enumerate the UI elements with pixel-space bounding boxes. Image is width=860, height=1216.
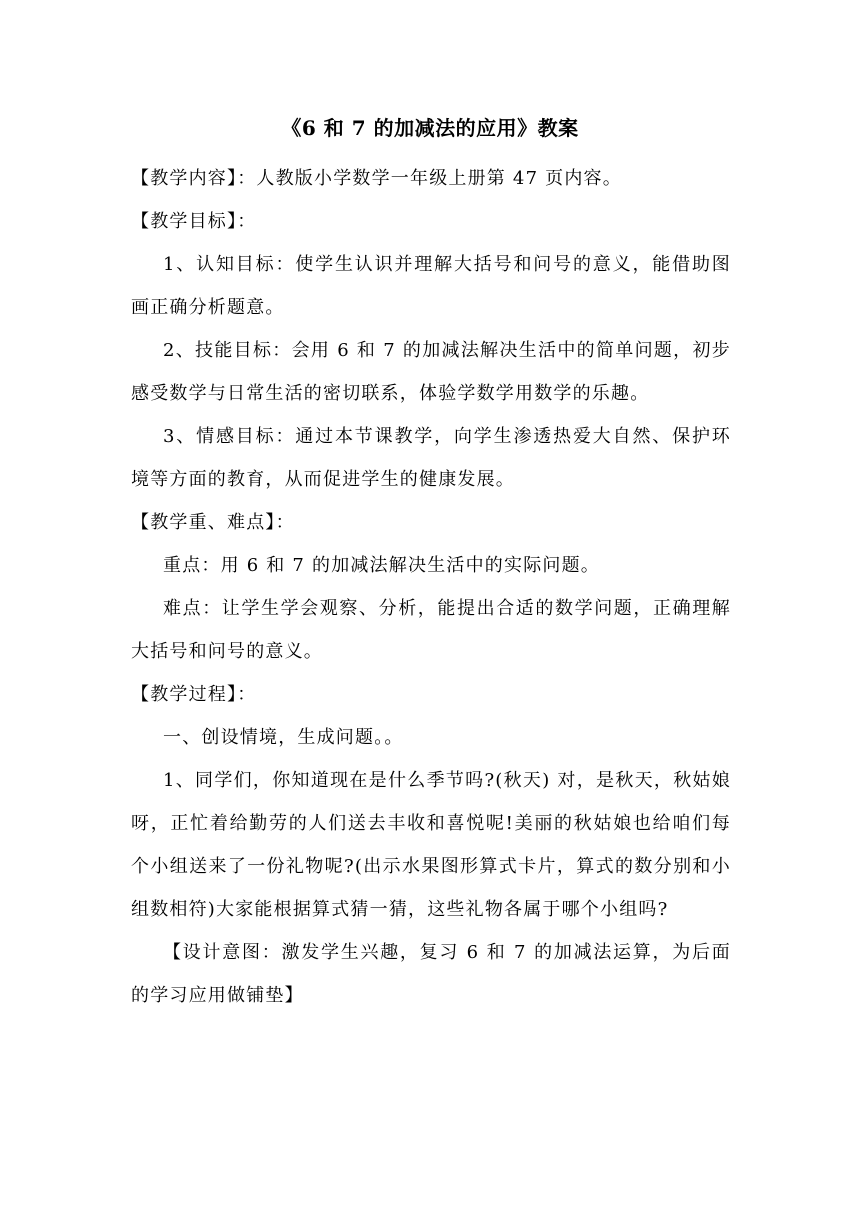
paragraph-difficult-point: 难点：让学生学会观察、分析，能提出合适的数学问题，正确理解大括号和问号的意义。 <box>131 598 731 662</box>
heading-key-difficult-points: 【教学重、难点】： <box>131 512 295 533</box>
paragraph-cognitive-objective: 1、认知目标：使学生认识并理解大括号和问号的意义，能借助图画正确分析题意。 <box>131 254 731 318</box>
paragraph-section-one: 一、创设情境，生成问题。。 <box>163 727 404 748</box>
paragraph-autumn-scenario: 1、同学们，你知道现在是什么季节吗?(秋天) 对，是秋天，秋姑娘呀，正忙着给勤劳的人们送去丰收和喜悦呢!美丽的秋姑娘也给咱们每个小组送来了一份礼物呢?(出示水果图形算式卡片，算式的数分别和小组数相符)大家能根据算式猜一猜，这些礼物各属于哪个小组吗? <box>131 770 731 920</box>
paragraph-design-intent: 【设计意图：激发学生兴趣，复习 6 和 7 的加减法运算，为后面的学习应用做铺垫】 <box>131 942 731 1006</box>
paragraph-key-point: 重点：用 6 和 7 的加减法解决生活中的实际问题。 <box>163 555 600 576</box>
document-body <box>131 157 731 1017</box>
paragraph-skill-objective: 2、技能目标：会用 6 和 7 的加减法解决生活中的简单问题，初步感受数学与日常生活的密切联系，体验学数学用数学的乐趣。 <box>131 340 731 404</box>
heading-teaching-process: 【教学过程】： <box>131 684 257 705</box>
heading-teaching-objectives: 【教学目标】： <box>131 211 257 232</box>
document-title: 《6 和 7 的加减法的应用》教案 <box>281 116 579 140</box>
paragraph-emotional-objective: 3、情感目标：通过本节课教学，向学生渗透热爱大自然、保护环境等方面的教育，从而促进学生的健康发展。 <box>131 426 731 490</box>
paragraph-teaching-content: 【教学内容】：人教版小学数学一年级上册第 47 页内容。 <box>131 168 622 189</box>
